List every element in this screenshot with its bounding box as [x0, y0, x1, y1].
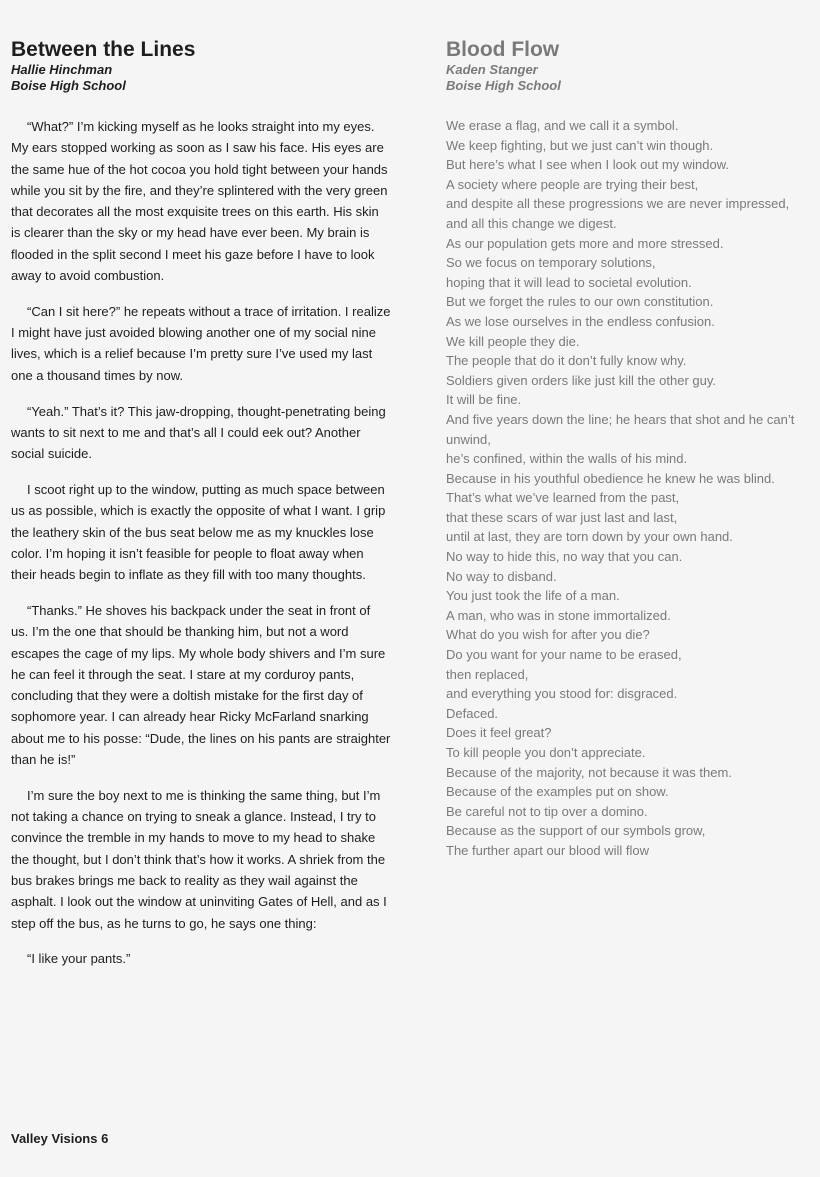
- story-paragraph: “What?” I’m kicking myself as he looks straight into my eyes. My ears stopped working as soon as I saw his face. His eyes are the same hue of the hot cocoa you hold tight between your hands while you sit by the fire, and they’re splintered with the very green that decorates all the most exquisite trees on this earth. His skin is clearer than the sky or my head have ever been. My brain is flooded in the split second I meet his gaze before I have to look away to avoid combustion.: [11, 119, 388, 284]
- poem-line: then replaced,: [446, 666, 529, 682]
- poem-line: But we forget the rules to our own constitution.: [446, 294, 714, 310]
- poem-line: and everything you stood for: disgraced.: [446, 686, 678, 702]
- poem-line: until at last, they are torn down by your own hand.: [446, 529, 733, 545]
- poem-line: Because of the majority, not because it was them.: [446, 764, 732, 780]
- poem-line: hoping that it will lead to societal evolution.: [446, 274, 692, 290]
- poem-line: that these scars of war just last and last,: [446, 509, 678, 525]
- story-body: [11, 116, 391, 970]
- poem-line: A society where people are trying their best,: [446, 176, 699, 192]
- poem-line: What do you wish for after you die?: [446, 627, 650, 643]
- story-paragraph: I scoot right up to the window, putting as much space between us as possible, which is exactly the opposite of what I want. I grip the leathery skin of the bus seat below me as my knuckles lose color. I’m hoping it isn’t feasible for people to float away when their heads begin to inflate as they fill with too many thoughts.: [11, 481, 386, 583]
- poem-line: he’s confined, within the walls of his mind.: [446, 451, 688, 467]
- poem-line: You just took the life of a man.: [446, 588, 620, 604]
- poem-line: Soldiers given orders like just kill the other guy.: [446, 372, 716, 388]
- poem-column: [446, 38, 820, 861]
- page-footer: Valley Visions 6: [11, 1131, 109, 1146]
- poem-line: To kill people you don’t appreciate.: [446, 745, 646, 760]
- poem-line: But here’s what I see when I look out my window.: [446, 157, 730, 173]
- story-paragraph: I’m sure the boy next to me is thinking the same thing, but I’m not taking a chance on trying to sneak a glance. Instead, I try to convince the tremble in my hands to move to my head to shake the thought, but I don’t think that’s how it works. A shriek from the bus brakes brings me back to reality as they wail against the asphalt. I look out the window at uninviting Gates of Hell, and as I step off the bus, as he turns to go, he says one thing:: [11, 787, 387, 931]
- poem-line: As our population gets more and more stressed.: [446, 235, 724, 251]
- poem-line: We erase a flag, and we call it a symbol.: [446, 118, 679, 133]
- poem-line: It will be fine.: [446, 392, 522, 408]
- poem-line: Do you want for your name to be erased,: [446, 647, 682, 663]
- poem-line: We keep fighting, but we just can’t win though.: [446, 137, 714, 153]
- poem-line: Be careful not to tip over a domino.: [446, 803, 648, 819]
- poem-line: So we focus on temporary solutions,: [446, 255, 656, 271]
- story-column: [11, 38, 391, 984]
- story-paragraph: “Thanks.” He shoves his backpack under the seat in front of us. I’m the one that should be thanking him, but not a word escapes the cage of my lips. My whole body shivers and I’m sure he can feel it through the seat. I stare at my corduroy pants, concluding that they were a doltish mistake for the first day of sophomore year. I can already hear Ricky McFarland snarking about me to his posse: “Dude, the lines on his pants are straighter than he is!”: [11, 602, 391, 768]
- poem-line: And five years down the line; he hears that shot and he can’t unwind,: [446, 411, 795, 447]
- story-title: Between the Lines: [11, 38, 196, 61]
- story-school: Boise High School: [11, 78, 126, 93]
- story-author: Hallie Hinchman: [11, 62, 113, 77]
- poem-line: and despite all these progressions we are never impressed,: [446, 196, 790, 212]
- poem-line: That’s what we’ve learned from the past,: [446, 490, 680, 506]
- story-paragraph: “Can I sit here?” he repeats without a trace of irritation. I realize I might have just avoided blowing another one of my social nine lives, which is a relief because I’m pretty sure I’ve used my last one a thousand times by now.: [11, 303, 391, 383]
- poem-line: A man, who was in stone immortalized.: [446, 607, 671, 623]
- poem-line: Because as the support of our symbols grow,: [446, 823, 706, 839]
- poem-line: The people that do it don’t fully know why.: [446, 353, 687, 369]
- poem-title: Blood Flow: [446, 38, 560, 61]
- poem-line: Defaced.: [446, 705, 499, 721]
- poem-line: As we lose ourselves in the endless confusion.: [446, 313, 715, 329]
- poem-line: No way to disband.: [446, 568, 557, 584]
- poem-line: Because of the examples put on show.: [446, 784, 669, 800]
- poem-line: We kill people they die.: [446, 333, 580, 349]
- poem-body: [446, 116, 820, 861]
- poem-school: Boise High School: [446, 78, 561, 93]
- story-paragraph: “Yeah.” That’s it? This jaw-dropping, thought-penetrating being wants to sit next to me and that’s all I could eek out? Another social suicide.: [11, 403, 386, 462]
- story-paragraph: “I like your pants.”: [27, 951, 131, 967]
- poem-line: No way to hide this, no way that you can.: [446, 549, 683, 565]
- poem-line: The further apart our blood will flow: [446, 842, 650, 858]
- poem-line: Does it feel great?: [446, 725, 552, 741]
- poem-line: Because in his youthful obedience he knew he was blind.: [446, 470, 775, 486]
- poem-author: Kaden Stanger: [446, 62, 538, 77]
- poem-line: and all this change we digest.: [446, 215, 617, 231]
